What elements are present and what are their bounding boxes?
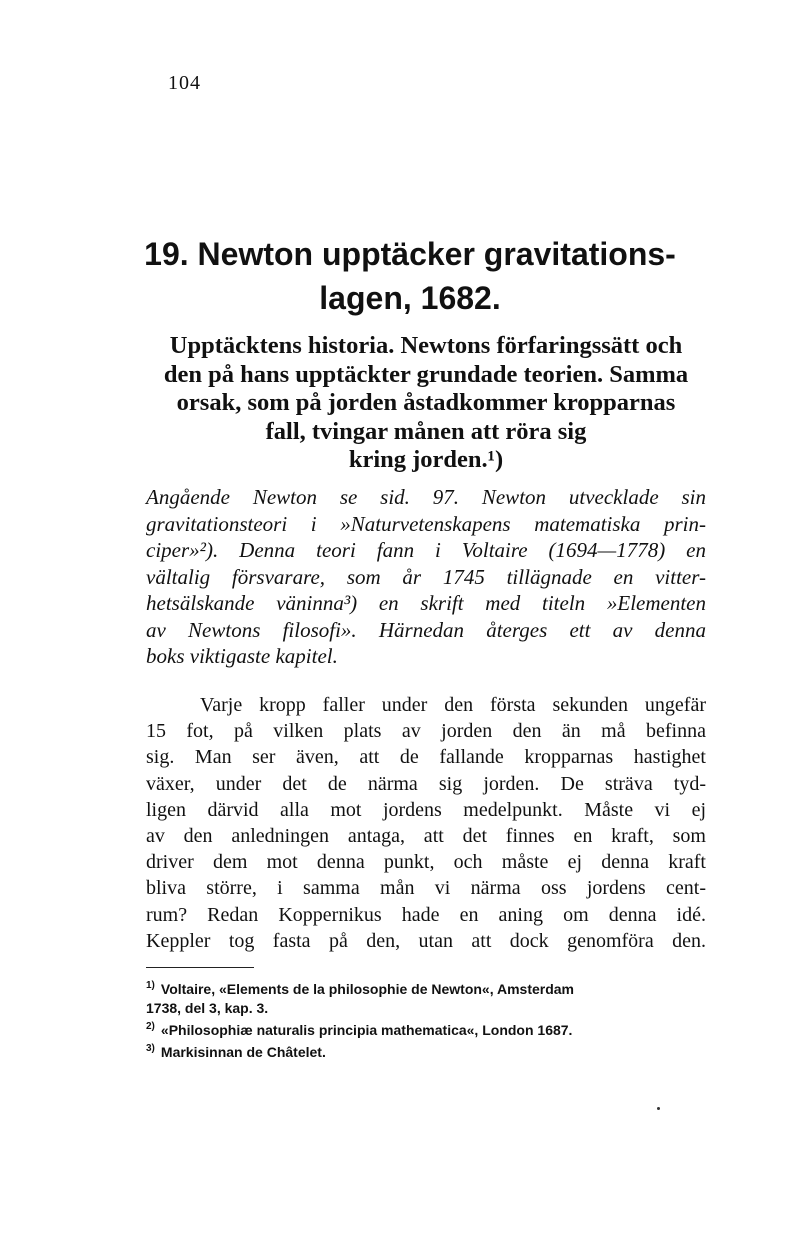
footnote-line [146,1043,710,1062]
chapter-title [140,232,680,320]
footnote-text: Markisinnan de Châtelet. [160,1044,326,1060]
chapter-summary [140,332,712,475]
intro-line: ciper»²). Denna teori fann i Voltaire (1694—1778) en [146,538,706,562]
footnote-3 [146,1043,710,1062]
body-line: ligen därvid alla mot jordens medelpunkt. Måste vi ej [146,798,706,821]
body-line: Varje kropp faller under den första sekunden ungefär [200,694,706,716]
intro-line: av Newtons filosofi». Härnedan återges ett av denna [146,617,706,642]
footnote-text: Voltaire, «Elements de la philosophie de Newton«, Amsterdam [160,981,575,997]
body-line: Keppler tog fasta på den, utan att dock genomföra den. [146,929,706,952]
footnote-line: 1738, del 3, kap. 3. [146,1000,269,1016]
page-number: 104 [168,72,201,94]
footnote-marker: 1) [146,980,155,992]
intro-line: Angående Newton se sid. 97. Newton utvecklade sin [146,485,706,509]
footnote-marker: 2) [146,1021,155,1033]
intro-line: gravitationsteori i »Naturvetenskapens matematiska prin- [146,511,706,536]
footnote-divider [146,967,254,968]
intro-line: vältalig försvarare, som år 1745 tillägnade en vitter- [146,564,706,589]
print-speck [657,1107,660,1110]
footnote-1 [146,980,710,1018]
summary-line: orsak, som på jorden åstadkommer kropparnas [176,389,676,416]
body-line: 15 fot, på vilken plats av jorden den än må befinna [146,720,706,743]
summary-line: Upptäcktens historia. Newtons förfaringssätt och [169,332,683,359]
footnote-line [146,980,710,999]
footnote-text: «Philosophiæ naturalis principia mathematica«, London 1687. [160,1022,573,1038]
body-paragraph [146,692,706,954]
summary-line: fall, tvingar månen att röra sig [265,417,587,445]
body-line: av den anledningen antaga, att det finnes en kraft, som [146,825,706,848]
footnote-marker: 3) [146,1043,155,1055]
chapter-title-line: lagen, 1682. [319,280,501,316]
body-line: rum? Redan Koppernikus hade en aning om denna idé. [146,903,706,926]
body-line: driver dem mot denna punkt, och måste ej denna kraft [146,851,706,874]
body-line: sig. Man ser även, att de fallande kropparnas hastighet [146,746,706,769]
body-line: växer, under det de närma sig jorden. De sträva tyd- [146,772,706,795]
footnote-2 [146,1021,710,1040]
summary-line: den på hans upptäckter grundade teorien. Samma [163,360,689,388]
intro-line: hetsälskande väninna³) en skrift med titeln »Elementen [146,591,706,615]
intro-line: boks viktigaste kapitel. [146,644,338,668]
chapter-title-line: 19. Newton upptäcker gravitations- [144,236,676,272]
intro-paragraph [146,484,706,670]
footnote-line [146,1021,710,1040]
body-line: bliva större, i samma mån vi närma oss jordens cent- [146,877,706,900]
footnotes [146,980,710,1065]
summary-line: kring jorden.¹) [348,446,504,473]
